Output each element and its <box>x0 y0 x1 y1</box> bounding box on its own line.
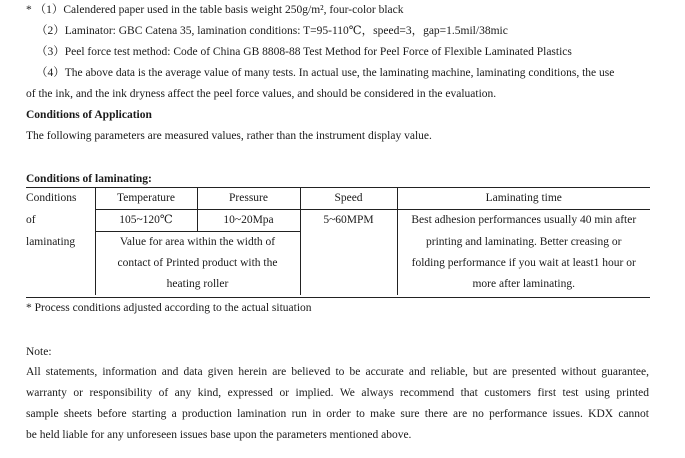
disclaimer-line-4: be held liable for any unforeseen issues base upon the parameters mentioned above. <box>26 429 412 441</box>
time-note-4: more after laminating. <box>397 274 650 295</box>
speed-header: Speed <box>300 188 397 210</box>
width-note-3: heating roller <box>95 274 300 295</box>
note-4-line-2: of the ink, and the ink dryness affect the peel force values, and should be considered in the evaluation. <box>26 88 497 100</box>
speed-empty-cell <box>300 253 397 274</box>
note-4-line-1: （4）The above data is the average value of many tests. In actual use, the laminating machine, laminating conditions, the use <box>36 67 615 79</box>
laminating-time-header: Laminating time <box>397 188 650 210</box>
time-note-1: Best adhesion performances usually 40 min after <box>397 210 650 232</box>
temperature-header: Temperature <box>95 188 197 210</box>
speed-empty-cell <box>300 232 397 254</box>
conditions-label-2: of <box>26 214 36 226</box>
note-1: * （1）Calendered paper used in the table basis weight 250g/m², four-color black <box>26 4 404 16</box>
temperature-value: 105~120℃ <box>95 210 197 232</box>
note-3: （3）Peel force test method: Code of China GB 8808-88 Test Method for Peel Force of Flexible Laminated Plastics <box>36 46 572 58</box>
table-row <box>26 274 650 295</box>
note-heading: Note: <box>26 346 52 358</box>
application-text: The following parameters are measured values, rather than the instrument display value. <box>26 130 432 142</box>
table-row <box>26 188 650 210</box>
table-bottom-rule <box>26 297 650 298</box>
disclaimer-line-2: warranty or responsibility of any kind, expressed or implied. We always recommend that customers first test using printed <box>26 387 649 399</box>
speed-empty-cell <box>300 274 397 295</box>
width-note-1: Value for area within the width of <box>95 232 300 254</box>
time-note-2: printing and laminating. Better creasing or <box>397 232 650 254</box>
conditions-empty-cell <box>26 274 95 295</box>
conditions-label-1: Conditions <box>26 192 77 205</box>
table-row <box>26 253 650 274</box>
width-note-2: contact of Printed product with the <box>95 253 300 274</box>
table-row <box>26 210 650 232</box>
laminating-table <box>26 188 650 295</box>
conditions-empty-cell <box>26 253 95 274</box>
laminating-heading: Conditions of laminating: <box>26 173 152 185</box>
pressure-value: 10~20Mpa <box>197 210 300 232</box>
conditions-label-3: laminating <box>26 235 76 248</box>
speed-value: 5~60MPM <box>300 210 397 232</box>
application-heading: Conditions of Application <box>26 109 152 121</box>
time-note-3: folding performance if you wait at least1 hour or <box>397 253 650 274</box>
disclaimer-line-3: sample sheets before starting a production lamination run in order to make sure there are no performance issues. KDX cannot <box>26 408 649 420</box>
disclaimer-line-1: All statements, information and data given herein are believed to be accurate and reliable, but are presented without guarantee, <box>26 366 649 378</box>
note-2: （2）Laminator: GBC Catena 35, lamination conditions: T=95-110℃，speed=3，gap=1.5mil/38mic <box>36 25 508 37</box>
table-row <box>26 232 650 254</box>
pressure-header: Pressure <box>197 188 300 210</box>
process-footnote: * Process conditions adjusted according to the actual situation <box>26 302 312 314</box>
